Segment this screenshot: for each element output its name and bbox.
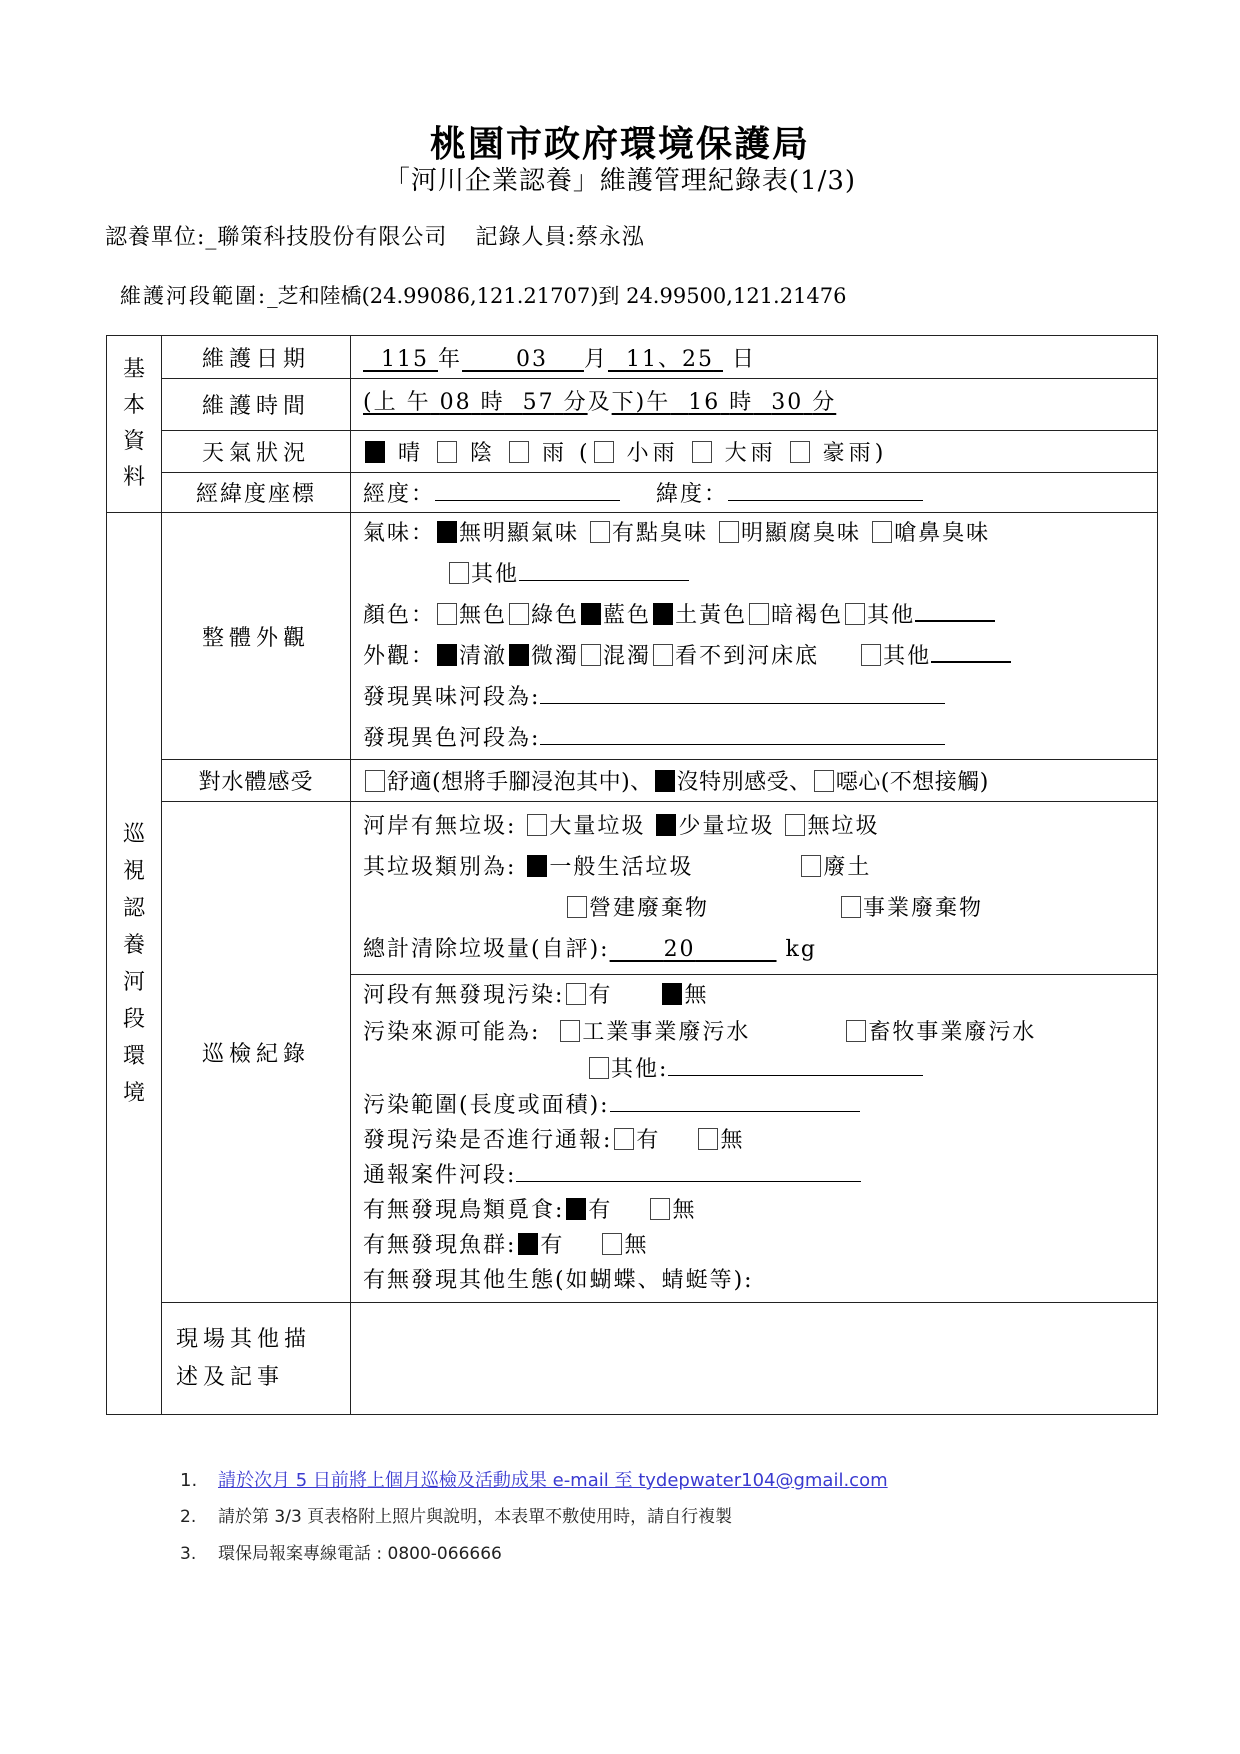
checkbox-color-blue[interactable] [581, 603, 601, 625]
checkbox-smell-none[interactable] [437, 521, 457, 543]
section-char: 基 [122, 357, 145, 382]
checkbox-weather-sunny[interactable] [365, 441, 385, 463]
pollution-row [363, 977, 1157, 1014]
checkbox-feeling-disgusting[interactable] [814, 770, 834, 792]
range-label: 維護河段範圍: [120, 284, 268, 308]
appearance-field [351, 513, 1158, 760]
option-label: 無 [624, 1233, 649, 1258]
option-label: 有 [588, 1198, 613, 1223]
eco-label: 有無發現其他生態(如蝴蝶、蜻蜓等): [363, 1268, 754, 1293]
note-text: 環保局報案專線電話 : 0800-066666 [218, 1544, 502, 1564]
option-label: 其他: [611, 1057, 669, 1082]
option-label: 無色 [459, 603, 508, 628]
record-form-table [106, 335, 1158, 1415]
pollution-range-label: 污染範圍(長度或面積): [363, 1093, 610, 1118]
option-label: 明顯腐臭味 [741, 521, 862, 546]
option-label: 暗褐色 [771, 603, 844, 628]
section-basic-info [107, 336, 162, 513]
option-label: 嗆鼻臭味 [894, 521, 991, 546]
recorder-label: 記錄人員: [475, 225, 576, 250]
checkbox-source-other[interactable] [589, 1057, 609, 1079]
note-item [180, 1462, 888, 1499]
feeling-label: 對水體感受 [162, 760, 351, 802]
color-row [363, 595, 1157, 636]
section-char: 資 [122, 429, 145, 454]
checkbox-look-turbid[interactable] [581, 644, 601, 666]
recorder-value: 蔡永泓 [575, 225, 645, 250]
patrol-record-label: 巡檢紀錄 [162, 802, 351, 1303]
latitude-label: 緯度： [656, 482, 729, 507]
odd-smell-input[interactable] [540, 681, 945, 704]
option-label: 沒特別感受、 [676, 770, 812, 795]
option-label: 無 [684, 983, 709, 1008]
checkbox-color-yellow[interactable] [653, 603, 673, 625]
option-label: 看不到河床底 [675, 644, 820, 669]
pollution-range-input[interactable] [610, 1089, 860, 1112]
rain-option-label: 大雨 [724, 441, 777, 466]
birds-label: 有無發現鳥類覓食: [363, 1198, 565, 1223]
option-label: 一般生活垃圾 [549, 855, 694, 880]
option-label: 少量垃圾 [678, 814, 775, 839]
day-unit: 日 [731, 346, 756, 372]
checkbox-color-dark-brown[interactable] [749, 603, 769, 625]
other-notes-input[interactable] [351, 1303, 1158, 1415]
smell-other-row [363, 554, 1157, 595]
other-label-line: 述及記事 [176, 1364, 285, 1390]
option-label: 其他 [471, 562, 520, 587]
section-char: 環 [122, 1043, 145, 1069]
option-label: 其他 [867, 603, 916, 628]
weather-option-label: 雨 [542, 441, 569, 466]
checkbox-feeling-neutral[interactable] [655, 770, 675, 792]
eco-row [363, 1263, 1157, 1298]
fish-label: 有無發現魚群: [363, 1233, 517, 1258]
time-start[interactable]: (上 午 08 時 57 分 [363, 390, 588, 415]
section-char: 巡 [122, 821, 145, 847]
time-field[interactable] [351, 379, 1158, 431]
section-char: 視 [122, 858, 145, 884]
checkbox-source-livestock[interactable] [846, 1020, 866, 1042]
date-label: 維護日期 [162, 336, 351, 379]
patrol-record-field [351, 802, 1158, 1303]
checkbox-garbage-industrial[interactable] [841, 896, 861, 918]
case-label: 通報案件河段: [363, 1163, 517, 1188]
option-label: 工業事業廢污水 [582, 1020, 751, 1045]
page-title: 桃園市政府環境保護局 [429, 123, 810, 165]
total-input[interactable]: 20 [663, 937, 696, 962]
checkbox-light-rain[interactable] [594, 441, 614, 463]
pollution-label: 河段有無發現污染: [363, 983, 565, 1008]
checkbox-pollution-yes[interactable] [566, 983, 586, 1005]
checkbox-look-other[interactable] [861, 644, 881, 666]
month-unit: 月 [583, 346, 608, 372]
coords-label: 經緯度座標 [162, 473, 351, 513]
note-number: 3. [180, 1544, 197, 1564]
range-row [363, 1088, 1157, 1123]
unit-value: _聯策科技股份有限公司 [205, 225, 448, 250]
checkbox-smell-pungent[interactable] [872, 521, 892, 543]
latitude-input[interactable] [728, 478, 923, 501]
total-row [363, 929, 1157, 970]
garbage-type-label: 其垃圾類別為: [363, 855, 517, 880]
option-label: 藍色 [603, 603, 652, 628]
checkbox-look-no-bed[interactable] [653, 644, 673, 666]
smell-label: 氣味： [363, 521, 436, 546]
option-label: 畜牧事業廢污水 [868, 1020, 1037, 1045]
look-other-input[interactable] [931, 639, 1011, 663]
other-notes-label [162, 1303, 351, 1415]
option-label: 綠色 [531, 603, 580, 628]
paren: ( [579, 441, 592, 466]
odd-smell-label: 發現異味河段為: [363, 685, 541, 710]
report-row [363, 1123, 1157, 1158]
weather-label: 天氣狀況 [162, 431, 351, 473]
note-text: 請於第 3/3 頁表格附上照片與說明，本表單不敷使用時，請自行複製 [218, 1507, 733, 1527]
option-label: 營建廢棄物 [589, 896, 710, 921]
section-char: 段 [122, 1006, 145, 1032]
smell-other-input[interactable] [519, 558, 689, 581]
option-label: 大量垃圾 [549, 814, 646, 839]
checkbox-garbage-large[interactable] [527, 814, 547, 836]
garbage-type-row [363, 847, 1157, 888]
option-label: 有點臭味 [612, 521, 709, 546]
checkbox-color-other[interactable] [845, 603, 865, 625]
garbage-row [363, 806, 1157, 847]
date-year[interactable]: 115 [381, 346, 429, 372]
checkbox-garbage-small[interactable] [656, 814, 676, 836]
note-number: 1. [180, 1470, 198, 1491]
checkbox-report-no[interactable] [698, 1128, 718, 1150]
coords-field [351, 473, 1158, 513]
checkbox-garbage-construction[interactable] [567, 896, 587, 918]
section-char: 料 [122, 465, 145, 490]
section-char: 本 [122, 393, 145, 418]
smell-row [363, 513, 1157, 554]
note-item [180, 1536, 888, 1573]
section-char: 境 [122, 1080, 145, 1106]
checkbox-smell-other[interactable] [449, 562, 469, 584]
weather-option-label: 陰 [470, 441, 497, 466]
checkbox-torrential-rain[interactable] [790, 441, 810, 463]
checkbox-source-industrial[interactable] [560, 1020, 580, 1042]
checkbox-birds-no[interactable] [650, 1198, 670, 1220]
case-row [363, 1158, 1157, 1193]
look-label: 外觀： [363, 644, 436, 669]
total-label: 總計清除垃圾量(自評): [363, 937, 610, 962]
option-label: 事業廢棄物 [863, 896, 984, 921]
unit-label: 認養單位: [105, 225, 206, 250]
checkbox-report-yes[interactable] [614, 1128, 634, 1150]
garbage-label: 河岸有無垃圾: [363, 814, 517, 839]
form-subtitle: 「河川企業認養」維護管理紀錄表(1/3) [383, 166, 857, 196]
checkbox-color-green[interactable] [509, 603, 529, 625]
look-row [363, 636, 1157, 677]
odd-color-row [363, 718, 1157, 759]
email-link[interactable]: 請於次月 5 日前將上個月巡檢及活動成果 e-mail 至 tydepwater104@gmail.com [218, 1470, 888, 1491]
checkbox-heavy-rain[interactable] [692, 441, 712, 463]
option-label: 有 [540, 1233, 565, 1258]
odd-smell-row [363, 677, 1157, 718]
source-other-row [363, 1051, 1157, 1088]
section-patrol-environment [107, 513, 162, 1415]
time-label: 維護時間 [162, 379, 351, 431]
option-label: 舒適(想將手腳浸泡其中)、 [387, 770, 653, 795]
source-row [363, 1014, 1157, 1051]
birds-row [363, 1193, 1157, 1228]
option-label: 無 [672, 1198, 697, 1223]
notes-list [180, 1462, 888, 1573]
option-label: 有 [636, 1128, 661, 1153]
checkbox-garbage-household[interactable] [527, 855, 547, 877]
option-label: 無垃圾 [807, 814, 880, 839]
checkbox-fish-yes[interactable] [518, 1233, 538, 1255]
rain-option-label: 小雨 [626, 441, 679, 466]
date-field[interactable] [351, 336, 1158, 379]
option-label: 無明顯氣味 [459, 521, 580, 546]
option-label: 其他 [883, 644, 932, 669]
option-label: 微濁 [531, 644, 580, 669]
longitude-input[interactable] [435, 478, 620, 501]
weather-option-label: 晴 [398, 441, 425, 466]
meta-range-row [120, 280, 847, 310]
paren: ) [874, 441, 888, 466]
report-label: 發現污染是否進行通報: [363, 1128, 613, 1153]
option-label: 土黃色 [675, 603, 748, 628]
total-unit: kg [785, 937, 817, 962]
checkbox-smell-rotten[interactable] [719, 521, 739, 543]
color-label: 顏色： [363, 603, 436, 628]
color-other-input[interactable] [915, 598, 995, 622]
garbage-type-row-2 [363, 888, 1157, 929]
garbage-block [351, 802, 1157, 975]
year-unit: 年 [438, 346, 463, 372]
source-other-input[interactable] [668, 1053, 923, 1076]
rain-option-label: 豪雨 [822, 441, 875, 466]
option-label: 混濁 [603, 644, 652, 669]
option-label: 無 [720, 1128, 745, 1153]
date-day[interactable]: 11、25 [625, 346, 714, 372]
note-number: 2. [180, 1507, 197, 1527]
section-char: 認 [122, 895, 145, 921]
feeling-field [351, 760, 1158, 802]
checkbox-weather-rain[interactable] [509, 441, 529, 463]
checkbox-smell-slight[interactable] [590, 521, 610, 543]
appearance-label: 整體外觀 [162, 513, 351, 760]
checkbox-look-slightly-turbid[interactable] [509, 644, 529, 666]
option-label: 廢土 [823, 855, 872, 880]
meta-unit-row [105, 220, 645, 251]
case-input[interactable] [516, 1159, 861, 1182]
time-end[interactable]: 下)午 16 時 30 分 [611, 390, 837, 415]
checkbox-birds-yes[interactable] [566, 1198, 586, 1220]
weather-field [351, 431, 1158, 473]
note-item [180, 1499, 888, 1536]
range-value: _芝和陸橋(24.99086,121.21707)到 24.99500,121.21476 [267, 284, 847, 308]
option-label: 有 [588, 983, 613, 1008]
checkbox-weather-cloudy[interactable] [437, 441, 457, 463]
checkbox-look-clear[interactable] [437, 644, 457, 666]
odd-color-input[interactable] [540, 722, 945, 745]
checkbox-pollution-no[interactable] [662, 983, 682, 1005]
time-and: 及 [587, 390, 612, 415]
checkbox-feeling-comfortable[interactable] [365, 770, 385, 792]
checkbox-garbage-soil[interactable] [801, 855, 821, 877]
checkbox-fish-no[interactable] [602, 1233, 622, 1255]
other-label-line: 現場其他描 [176, 1326, 312, 1352]
odd-color-label: 發現異色河段為: [363, 726, 541, 751]
section-char: 養 [122, 932, 145, 958]
checkbox-garbage-none[interactable] [785, 814, 805, 836]
option-label: 清澈 [459, 644, 508, 669]
date-month[interactable]: 03 [515, 346, 548, 372]
source-label: 污染來源可能為: [363, 1020, 541, 1045]
option-label: 噁心(不想接觸) [835, 770, 989, 795]
checkbox-color-none[interactable] [437, 603, 457, 625]
pollution-block [351, 975, 1157, 1302]
section-char: 河 [122, 969, 145, 995]
longitude-label: 經度： [363, 482, 436, 507]
fish-row [363, 1228, 1157, 1263]
